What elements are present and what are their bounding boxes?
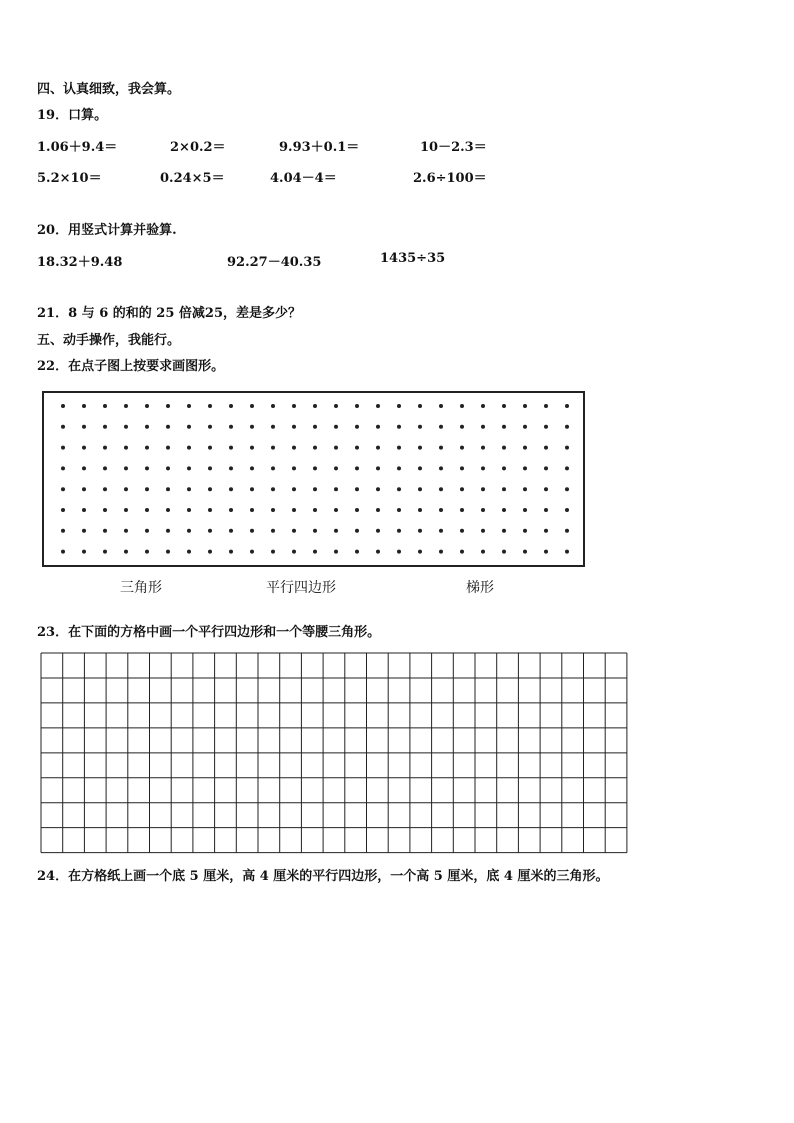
grid-dot: [61, 529, 65, 533]
grid-dot: [376, 508, 380, 512]
grid-dot: [418, 404, 422, 408]
question-24-title: 24．在方格纸上画一个底 5 厘米，高 4 厘米的平行四边形，一个高 5 厘米，底 4 厘米的三角形。: [37, 869, 609, 884]
grid-dot: [460, 508, 464, 512]
grid-dot: [481, 425, 485, 429]
grid-dot: [334, 508, 338, 512]
grid-dot: [334, 404, 338, 408]
grid-dot: [313, 404, 317, 408]
grid-dot: [439, 487, 443, 491]
vertical-calc-3: 1435÷35: [380, 251, 446, 266]
grid-dot: [292, 487, 296, 491]
grid-dot: [145, 404, 149, 408]
grid-dot: [124, 446, 128, 450]
grid-dot: [187, 550, 191, 554]
grid-dot: [292, 550, 296, 554]
grid-dot: [82, 508, 86, 512]
grid-dot: [166, 446, 170, 450]
grid-dot: [313, 529, 317, 533]
grid-dot: [565, 508, 569, 512]
grid-dot: [460, 529, 464, 533]
grid-dot: [271, 466, 275, 470]
grid-dot: [544, 529, 548, 533]
grid-dot: [61, 425, 65, 429]
grid-dot: [355, 487, 359, 491]
grid-dot: [502, 404, 506, 408]
grid-dot: [523, 425, 527, 429]
grid-dot: [376, 404, 380, 408]
grid-dot: [82, 487, 86, 491]
grid-dot: [103, 550, 107, 554]
grid-dot: [313, 487, 317, 491]
grid-dot: [565, 550, 569, 554]
grid-dot: [271, 446, 275, 450]
question-22-title: 22．在点子图上按要求画图形。: [37, 359, 225, 374]
grid-dot: [523, 508, 527, 512]
grid-dot: [418, 425, 422, 429]
grid-dot: [418, 529, 422, 533]
dot-grid-box[interactable]: [42, 391, 585, 567]
grid-dot: [418, 508, 422, 512]
grid-dot: [145, 446, 149, 450]
square-grid[interactable]: [40, 652, 630, 854]
grid-dot: [481, 508, 485, 512]
grid-dot: [544, 425, 548, 429]
grid-dot: [187, 508, 191, 512]
grid-dot: [250, 404, 254, 408]
grid-dot: [271, 529, 275, 533]
grid-dot: [481, 550, 485, 554]
grid-dot: [103, 466, 107, 470]
grid-dot: [187, 487, 191, 491]
grid-dot: [292, 508, 296, 512]
grid-dot: [481, 487, 485, 491]
grid-dot: [355, 529, 359, 533]
grid-dot: [103, 487, 107, 491]
grid-dot: [334, 487, 338, 491]
grid-dot: [82, 550, 86, 554]
grid-dot: [124, 487, 128, 491]
grid-dot: [544, 466, 548, 470]
grid-dot: [229, 550, 233, 554]
grid-dot: [208, 487, 212, 491]
grid-dot: [334, 529, 338, 533]
grid-dot: [523, 446, 527, 450]
grid-dot: [565, 529, 569, 533]
grid-dot: [355, 466, 359, 470]
grid-dot: [439, 425, 443, 429]
grid-dot: [418, 466, 422, 470]
grid-dot: [250, 550, 254, 554]
grid-dot: [439, 446, 443, 450]
oral-calc-3: 9.93＋0.1＝: [279, 140, 360, 155]
grid-dot: [460, 466, 464, 470]
grid-dot: [145, 425, 149, 429]
grid-dot: [103, 446, 107, 450]
grid-dot: [397, 446, 401, 450]
grid-dot: [124, 508, 128, 512]
grid-dot: [124, 425, 128, 429]
grid-dot: [376, 487, 380, 491]
oral-calc-7: 4.04－4＝: [270, 171, 337, 186]
grid-dot: [124, 550, 128, 554]
grid-dot: [481, 466, 485, 470]
grid-dot: [439, 550, 443, 554]
grid-dot: [502, 487, 506, 491]
grid-dot: [271, 550, 275, 554]
grid-dot: [61, 487, 65, 491]
grid-dot: [208, 466, 212, 470]
grid-dot: [292, 529, 296, 533]
grid-dot: [376, 446, 380, 450]
grid-dot: [418, 487, 422, 491]
grid-dot: [376, 529, 380, 533]
grid-dot: [397, 466, 401, 470]
grid-dot: [523, 404, 527, 408]
question-21-title: 21．8 与 6 的和的 25 倍减25，差是多少？: [37, 306, 301, 321]
grid-dot: [502, 508, 506, 512]
grid-dot: [439, 529, 443, 533]
grid-dot: [145, 550, 149, 554]
grid-dot: [523, 529, 527, 533]
question-20-title: 20．用竖式计算并验算.: [37, 223, 177, 238]
question-23-title: 23．在下面的方格中画一个平行四边形和一个等腰三角形。: [37, 625, 381, 640]
grid-dot: [397, 508, 401, 512]
grid-dot: [145, 487, 149, 491]
grid-dot: [271, 404, 275, 408]
grid-dot: [481, 446, 485, 450]
grid-dot: [166, 425, 170, 429]
question-19-title: 19．口算。: [37, 108, 108, 123]
grid-dot: [208, 446, 212, 450]
grid-dot: [208, 425, 212, 429]
grid-dot: [334, 550, 338, 554]
grid-dot: [166, 550, 170, 554]
grid-dot: [124, 404, 128, 408]
grid-dot: [250, 487, 254, 491]
grid-dot: [271, 508, 275, 512]
grid-dot: [502, 425, 506, 429]
grid-dot: [502, 550, 506, 554]
grid-dot: [565, 466, 569, 470]
grid-dot: [397, 404, 401, 408]
grid-dot: [82, 529, 86, 533]
grid-dot: [187, 446, 191, 450]
grid-dot: [82, 446, 86, 450]
grid-dot: [208, 404, 212, 408]
grid-dot: [208, 550, 212, 554]
grid-dot: [460, 425, 464, 429]
grid-dot: [565, 404, 569, 408]
grid-dot: [544, 487, 548, 491]
grid-dot: [523, 487, 527, 491]
grid-dot: [103, 425, 107, 429]
vertical-calc-1: 18.32＋9.48: [37, 255, 123, 270]
grid-dot: [544, 550, 548, 554]
grid-dot: [397, 550, 401, 554]
grid-dot: [439, 466, 443, 470]
grid-dot: [418, 446, 422, 450]
grid-dot: [502, 446, 506, 450]
oral-calc-2: 2×0.2＝: [170, 140, 226, 155]
grid-dot: [82, 425, 86, 429]
grid-dot: [292, 446, 296, 450]
grid-dot: [565, 487, 569, 491]
grid-dot: [544, 508, 548, 512]
grid-dot: [565, 446, 569, 450]
oral-calc-6: 0.24×5＝: [160, 171, 225, 186]
grid-dot: [61, 404, 65, 408]
grid-dot: [103, 508, 107, 512]
grid-dot: [460, 446, 464, 450]
grid-dot: [145, 508, 149, 512]
grid-dot: [292, 425, 296, 429]
grid-dot: [250, 529, 254, 533]
grid-dot: [61, 550, 65, 554]
grid-dot: [187, 404, 191, 408]
grid-dot: [523, 466, 527, 470]
grid-dot: [397, 529, 401, 533]
grid-dot: [502, 466, 506, 470]
grid-dot: [355, 404, 359, 408]
grid-dot: [544, 446, 548, 450]
grid-dot: [355, 446, 359, 450]
grid-dot: [250, 425, 254, 429]
grid-dot: [439, 508, 443, 512]
grid-dot: [544, 404, 548, 408]
grid-dot: [271, 425, 275, 429]
grid-dot: [334, 446, 338, 450]
caption-triangle: 三角形: [120, 580, 162, 596]
grid-dot: [313, 550, 317, 554]
grid-dot: [187, 425, 191, 429]
grid-dot: [250, 446, 254, 450]
grid-dot: [481, 529, 485, 533]
grid-dot: [376, 425, 380, 429]
grid-dot: [313, 508, 317, 512]
grid-dot: [103, 529, 107, 533]
grid-dot: [418, 550, 422, 554]
grid-dot: [502, 529, 506, 533]
grid-dot: [145, 466, 149, 470]
grid-dot: [187, 529, 191, 533]
oral-calc-1: 1.06＋9.4＝: [37, 140, 118, 155]
grid-dot: [166, 508, 170, 512]
section-five-heading: 五、动手操作，我能行。: [37, 333, 181, 348]
oral-calc-5: 5.2×10＝: [37, 171, 102, 186]
grid-dot: [376, 466, 380, 470]
grid-dot: [397, 487, 401, 491]
grid-dot: [355, 550, 359, 554]
grid-dot: [229, 487, 233, 491]
grid-dot: [313, 466, 317, 470]
grid-dot: [250, 466, 254, 470]
caption-parallelogram: 平行四边形: [266, 580, 336, 596]
grid-dot: [523, 550, 527, 554]
grid-dot: [229, 508, 233, 512]
grid-dot: [61, 508, 65, 512]
grid-dot: [82, 404, 86, 408]
caption-trapezoid: 梯形: [466, 580, 494, 596]
oral-calc-4: 10－2.3＝: [420, 140, 487, 155]
grid-dot: [355, 425, 359, 429]
grid-dot: [334, 425, 338, 429]
section-four-heading: 四、认真细致，我会算。: [37, 82, 181, 97]
grid-dot: [61, 466, 65, 470]
grid-dot: [229, 466, 233, 470]
grid-dot: [166, 487, 170, 491]
grid-dot: [166, 529, 170, 533]
grid-dot: [250, 508, 254, 512]
grid-dot: [397, 425, 401, 429]
grid-dot: [460, 550, 464, 554]
grid-dot: [187, 466, 191, 470]
grid-dot: [61, 446, 65, 450]
grid-dot: [229, 446, 233, 450]
grid-dot: [166, 466, 170, 470]
grid-dot: [229, 529, 233, 533]
grid-dot: [124, 529, 128, 533]
grid-dot: [460, 487, 464, 491]
grid-dot: [208, 529, 212, 533]
grid-dot: [292, 404, 296, 408]
grid-dot: [481, 404, 485, 408]
grid-dot: [103, 404, 107, 408]
grid-dot: [292, 466, 296, 470]
grid-dot: [229, 404, 233, 408]
grid-dot: [313, 446, 317, 450]
grid-dot: [565, 425, 569, 429]
grid-dot: [355, 508, 359, 512]
grid-dot: [460, 404, 464, 408]
grid-dot: [439, 404, 443, 408]
grid-dot: [124, 466, 128, 470]
dot-grid: [44, 393, 583, 565]
oral-calc-8: 2.6÷100＝: [413, 171, 487, 186]
grid-dot: [376, 550, 380, 554]
grid-dot: [313, 425, 317, 429]
vertical-calc-2: 92.27－40.35: [227, 255, 322, 270]
grid-dot: [166, 404, 170, 408]
grid-dot: [271, 487, 275, 491]
grid-dot: [208, 508, 212, 512]
grid-dot: [145, 529, 149, 533]
grid-dot: [82, 466, 86, 470]
grid-dot: [229, 425, 233, 429]
grid-dot: [334, 466, 338, 470]
